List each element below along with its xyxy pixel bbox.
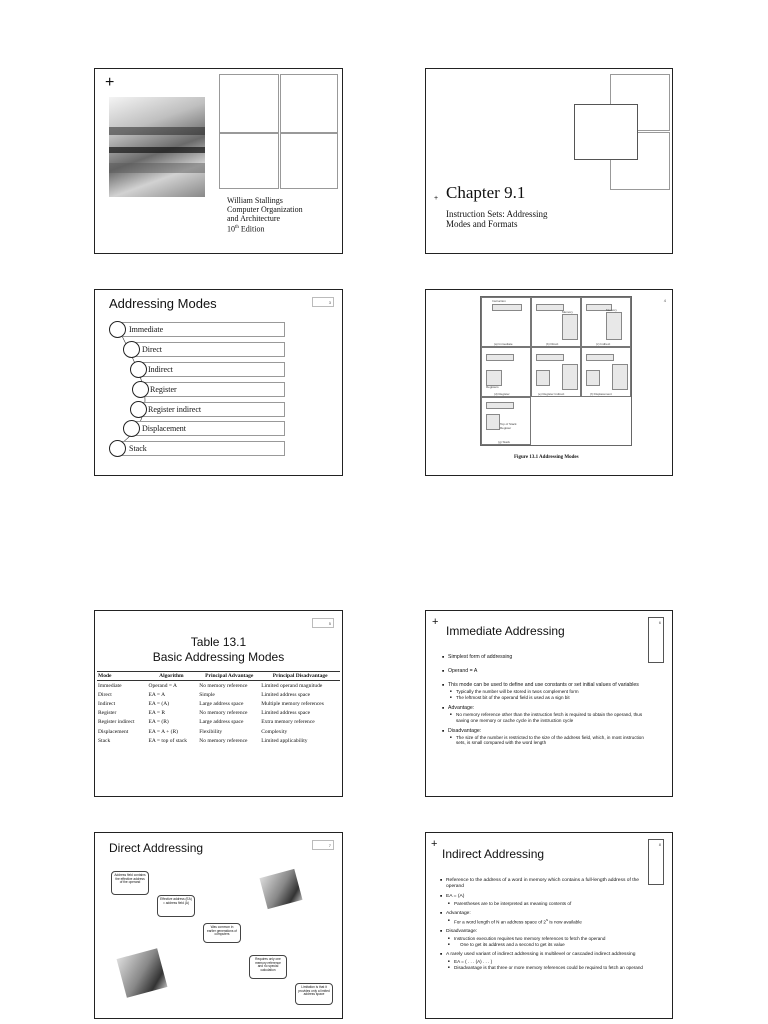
sub-bullet: ■ EA = ( . . . (A) . . . ) <box>440 959 652 964</box>
plus-icon: + <box>432 616 439 628</box>
table-cell: Limited applicability <box>261 737 308 744</box>
sub-bullet: ■ Typically the number will be stored in twos complement form <box>442 689 652 694</box>
table-header-row <box>97 672 340 681</box>
table-cell: Immediate <box>98 682 122 689</box>
chapter-title: Chapter 9.1 <box>446 183 526 202</box>
table-cell: Operand = A <box>148 682 177 689</box>
addressing-modes-figure <box>480 296 632 446</box>
subtitle-line: Modes and Formats <box>446 219 518 229</box>
sub-bullet: ■ No memory reference other than the instruction fetch is required to obtain the operand, thus saving one memory or cache cycle in the instruction cycle <box>442 712 652 722</box>
page-number: 7 <box>312 840 334 850</box>
bullet: ■ Advantage: <box>440 911 652 917</box>
callout: Address field contains the effective address of the operand <box>111 871 149 895</box>
figure-cell-caption: (e) Register Indirect <box>538 392 565 396</box>
subtitle-line: Instruction Sets: Addressing <box>446 209 548 219</box>
table-header: Mode <box>97 672 145 681</box>
figure-cell-register-indirect <box>531 347 581 397</box>
mode-label: Immediate <box>129 325 164 334</box>
slide-title: Addressing Modes <box>109 296 217 311</box>
figure-cell-caption: (g) Stack <box>498 440 511 444</box>
bullet: ■ Operand = A <box>442 668 652 674</box>
mode-bullet <box>130 361 147 378</box>
sub-sub-bullet: ■ One to get its address and a second to get its value <box>440 942 652 947</box>
mode-label: Stack <box>129 444 147 453</box>
mode-bullet <box>123 420 140 437</box>
addressing-modes-table <box>97 671 340 745</box>
table-cell: Displacement <box>98 728 129 735</box>
bullet: ■ A rarely used variant of indirect addressing is multilevel or cascaded indirect addressing <box>440 952 652 958</box>
cover-grid-box <box>219 133 279 189</box>
chapter-grid-box <box>574 104 638 160</box>
figure-cell-caption: (d) Register <box>494 392 510 396</box>
chapter-subtitle <box>446 209 548 229</box>
table-cell: Flexibility <box>199 728 223 735</box>
table-cell: No memory reference <box>199 682 248 689</box>
mode-bullet <box>132 381 149 398</box>
table-row <box>97 690 340 699</box>
table-body <box>97 681 340 746</box>
figure-cell-label: Memory <box>606 308 617 312</box>
figure-cell-register <box>481 347 531 397</box>
edition-superscript: th <box>235 225 239 230</box>
slide-4-figure <box>425 289 673 476</box>
bullet: ■ Simplest form of addressing <box>442 654 652 660</box>
table-cell: No memory reference <box>199 710 248 717</box>
figure-cell-caption: (c) Indirect <box>596 342 611 346</box>
table-cell: EA = R <box>148 710 166 717</box>
slide-5-table <box>94 610 343 797</box>
slide-6-immediate <box>425 610 673 797</box>
slide-title: Indirect Addressing <box>442 847 545 861</box>
cover-book-line: Computer Organization <box>227 205 303 214</box>
table-cell: Direct <box>98 691 112 698</box>
slide-title: Direct Addressing <box>109 841 204 855</box>
cover-text <box>227 196 303 234</box>
figure-cell-stack <box>481 397 531 445</box>
figure-cell-displacement <box>581 347 631 397</box>
edition-word: Edition <box>238 224 265 234</box>
page-number: 3 <box>312 297 334 307</box>
bullet: ■ Advantage: <box>442 705 652 711</box>
slide-8-indirect <box>425 832 673 1019</box>
bullet: ■ Reference to the address of a word in memory which contains a full-length address of the operand <box>440 878 652 889</box>
mode-label: Register indirect <box>148 405 202 414</box>
bullet: ■ EA = (A) <box>440 894 652 900</box>
figure-cell-caption: (f) Displacement <box>590 392 612 396</box>
slide-title: Immediate Addressing <box>446 624 565 638</box>
plus-icon: + <box>434 195 439 202</box>
bullet: ■ This mode can be used to define and use constants or set initial values of variables <box>442 682 652 688</box>
table-title-line: Basic Addressing Modes <box>152 650 285 664</box>
callout: Was common in earlier generations of computers <box>203 923 241 943</box>
table-row <box>97 718 340 727</box>
table-cell: Stack <box>98 737 111 744</box>
table-cell: Simple <box>199 691 215 698</box>
cover-grid-box <box>280 133 338 189</box>
slide-1-cover <box>94 68 343 254</box>
page-number: 6 <box>658 620 661 625</box>
mode-bullet <box>130 401 147 418</box>
table-cell: Indirect <box>98 700 116 707</box>
mode-bullet <box>109 321 126 338</box>
page-number: 8 <box>658 842 661 847</box>
table-row <box>97 736 340 745</box>
table-header: Principal Disadvantage <box>260 672 340 681</box>
mode-bullet <box>123 341 140 358</box>
table-title <box>95 635 342 665</box>
table-cell: Complexity <box>261 728 288 735</box>
cover-author: William Stallings <box>227 196 283 205</box>
table-cell: EA = (A) <box>148 700 170 707</box>
table-header: Principal Advantage <box>198 672 260 681</box>
mode-bullet <box>109 440 126 457</box>
cover-photo <box>109 97 205 197</box>
bullet-list <box>442 649 652 745</box>
table-cell: Multiple memory references <box>261 700 324 707</box>
table-cell: Large address space <box>199 719 244 726</box>
figure-cell-indirect <box>581 297 631 347</box>
figure-cell-caption: (b) Direct <box>546 342 559 346</box>
figure-caption: Figure 13.1 Addressing Modes <box>514 455 579 460</box>
table-cell: Limited operand magnitude <box>261 682 323 689</box>
page-number: 5 <box>312 618 334 628</box>
plus-icon: + <box>431 838 438 850</box>
table-row <box>97 699 340 708</box>
sub-bullet-text: is now available <box>548 919 582 925</box>
figure-cell-immediate <box>481 297 531 347</box>
page-number: 4 <box>663 298 666 303</box>
table-row <box>97 709 340 718</box>
table-cell: No memory reference <box>199 737 248 744</box>
figure-cell-label: Memory <box>562 310 573 314</box>
table-cell: EA = top of stack <box>148 737 188 744</box>
table-row <box>97 681 340 691</box>
sub-bullet: ■ Parentheses are to be interpreted as meaning contents of <box>440 901 652 906</box>
superscript: N <box>545 917 549 922</box>
figure-cell-caption: (a) Immediate <box>494 342 513 346</box>
figure-cell-label: Registers <box>486 385 499 389</box>
table-cell: Limited address space <box>261 691 311 698</box>
slide-2-chapter <box>425 68 673 254</box>
table-cell: Large address space <box>199 700 244 707</box>
figure-cell-label: Instruction <box>492 299 506 303</box>
mode-label: Indirect <box>148 365 173 374</box>
figure-cell-direct <box>531 297 581 347</box>
table-header: Algorithm <box>145 672 199 681</box>
callout: Effective address (EA) = address field (A) <box>157 895 195 917</box>
robot-illustration <box>259 869 302 909</box>
table-cell: Limited address space <box>261 710 311 717</box>
sub-bullet: ■ The size of the number is restricted to the size of the address field, which, in most instruction sets, is small compared with the word length <box>442 735 652 745</box>
mode-label: Direct <box>142 345 162 354</box>
table-cell: EA = A + (R) <box>148 728 178 735</box>
slide-3-addressing-modes <box>94 289 343 476</box>
table-cell: Extra memory reference <box>261 719 315 726</box>
callout: Limitation is that it provides only a limited address space <box>295 983 333 1005</box>
bullet: ■ Disadvantage: <box>442 728 652 734</box>
table-cell: EA = (R) <box>148 719 169 726</box>
robot-illustration <box>117 948 168 998</box>
sub-bullet-text: For a word length of N an address space of 2 <box>454 919 546 925</box>
callout: Requires only one memory reference and no special calculation <box>249 955 287 979</box>
cover-grid-box <box>219 74 279 133</box>
table-title-line: Table 13.1 <box>190 635 247 649</box>
sub-bullet: ■ Disadvantage is that three or more memory references could be required to fetch an operand <box>440 965 652 970</box>
slide-7-direct <box>94 832 343 1019</box>
plus-icon: + <box>105 74 115 91</box>
table-row <box>97 727 340 736</box>
cover-grid-box <box>280 74 338 133</box>
table-cell: Register <box>98 710 117 717</box>
mode-label: Displacement <box>142 424 186 433</box>
sub-bullet: ■ The leftmost bit of the operand field is used as a sign bit <box>442 695 652 700</box>
sub-bullet <box>440 918 652 925</box>
cover-book-line: and Architecture <box>227 214 281 223</box>
mode-label: Register <box>150 385 177 394</box>
bullet-list <box>440 873 652 970</box>
table-cell: EA = A <box>148 691 166 698</box>
bullet: ■ Disadvantage: <box>440 929 652 935</box>
cover-edition <box>227 223 303 234</box>
edition-number: 10 <box>227 224 235 234</box>
table-cell: Register indirect <box>98 719 135 726</box>
figure-cell-label: Top of Stack Register <box>500 422 517 430</box>
sub-bullet: ■ Instruction execution requires two memory references to fetch the operand <box>440 936 652 941</box>
